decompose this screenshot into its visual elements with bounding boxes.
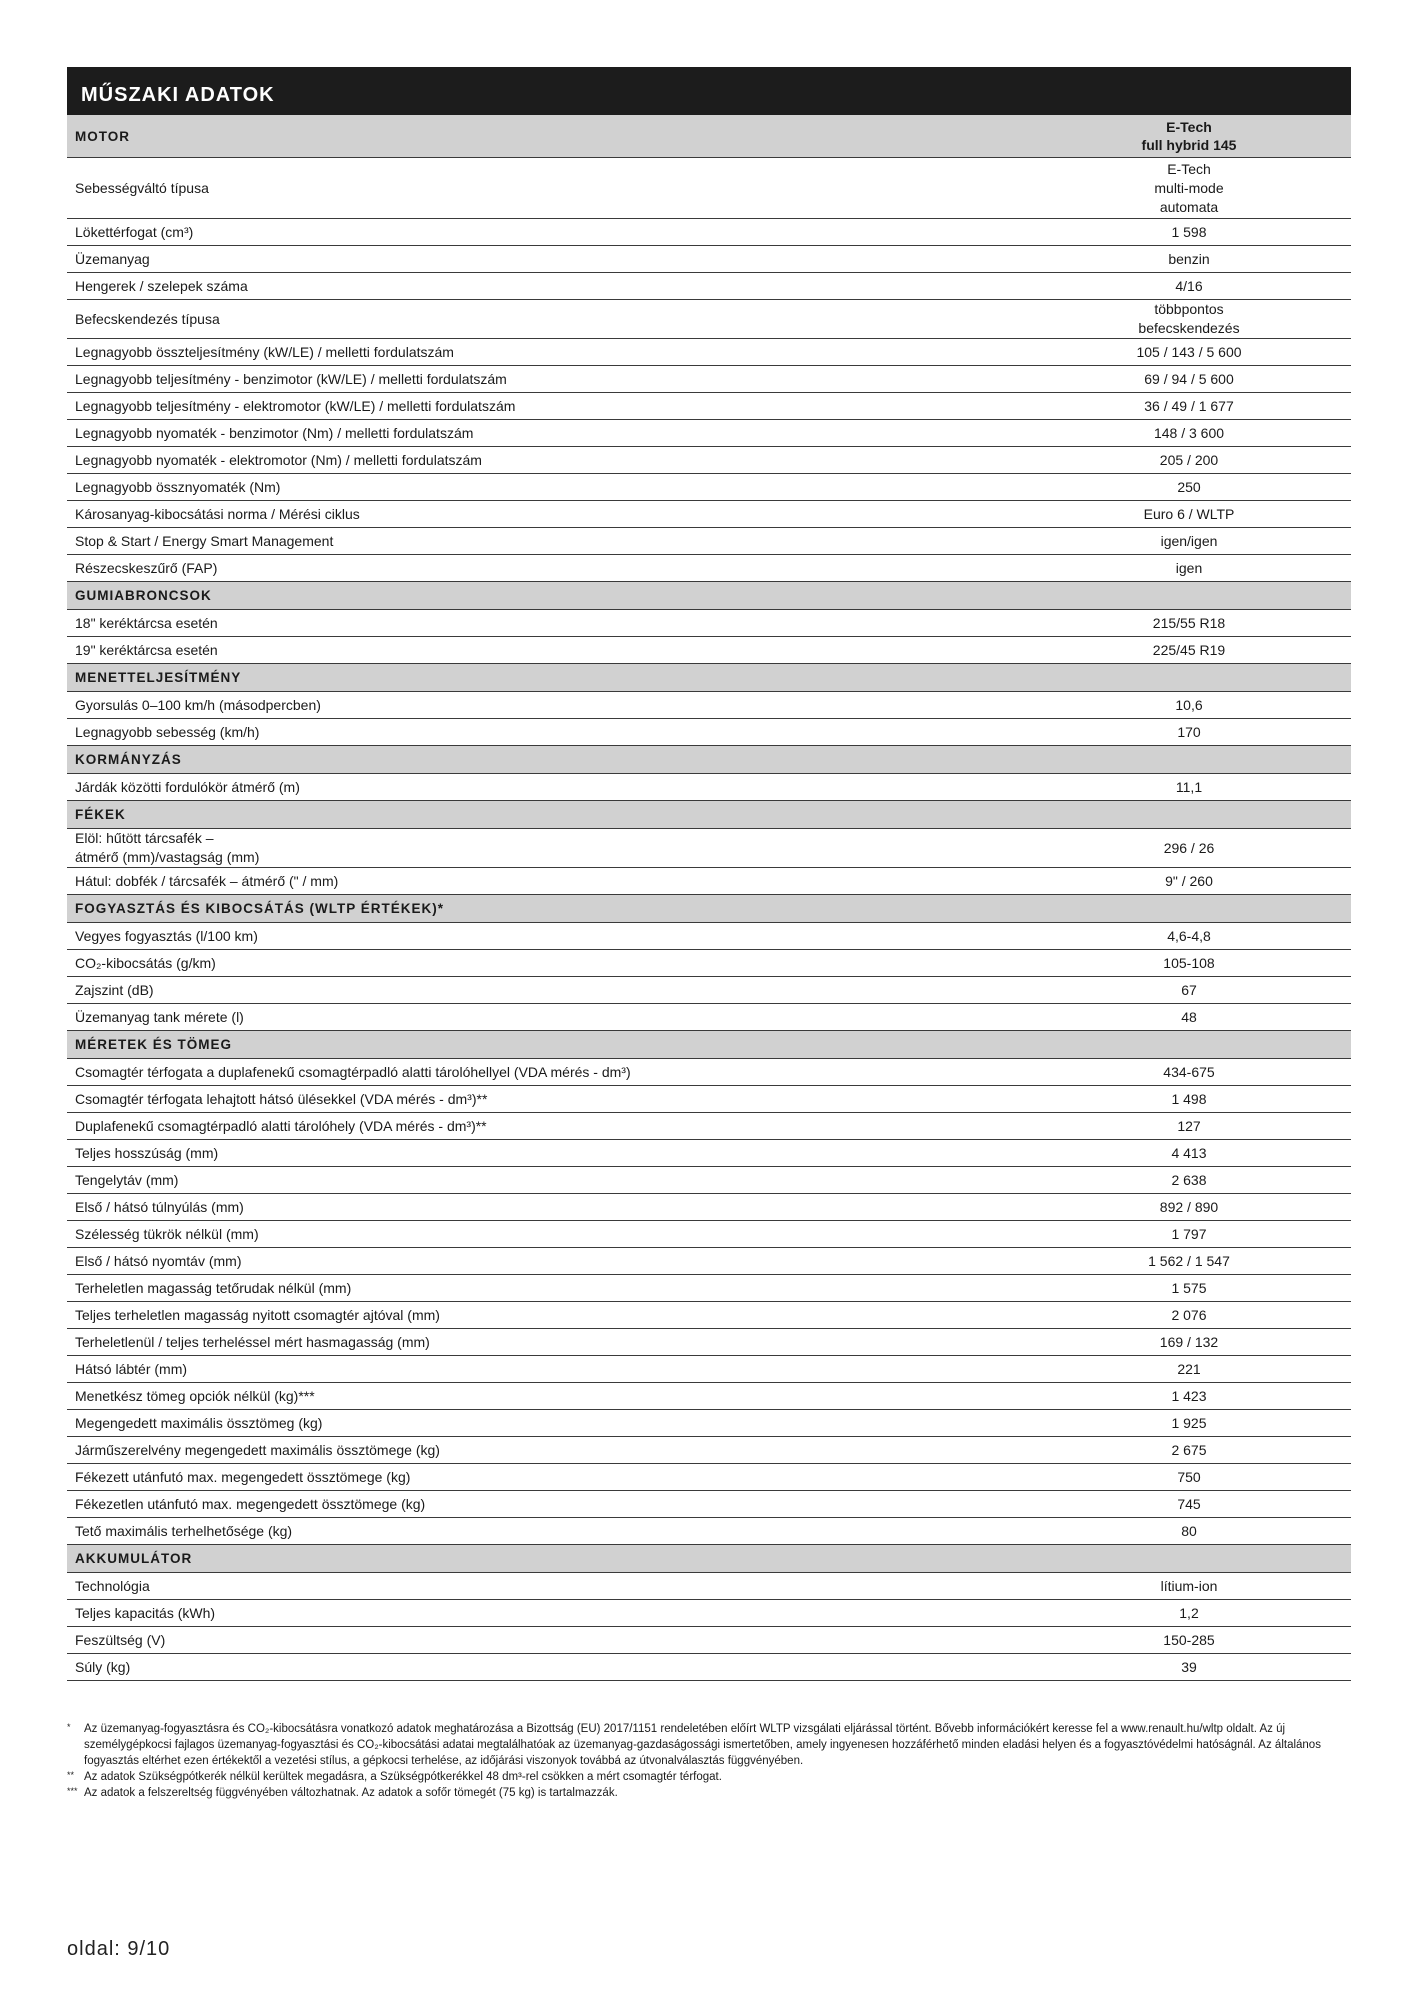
section-header-value <box>1027 746 1351 774</box>
spec-table-body <box>67 115 1351 1681</box>
row-label: Teljes hosszúság (mm) <box>67 1140 1027 1167</box>
table-row <box>67 474 1351 501</box>
table-row <box>67 1573 1351 1600</box>
table-row <box>67 1140 1351 1167</box>
table-row <box>67 1221 1351 1248</box>
row-label: Hátul: dobfék / tárcsafék – átmérő (" / mm) <box>67 868 1027 895</box>
row-label: Stop & Start / Energy Smart Management <box>67 528 1027 555</box>
footnote-text: Az üzemanyag-fogyasztásra és CO₂-kibocsátásra vonatkozó adatok meghatározása a Bizottság (EU) 2017/1151 rendeletében előírt WLTP vizsgálati eljárással történt. Bővebb információkért keresse fel a www.renault.hu/wltp oldalt. Az új személygépkocsi fajlagos üzemanyag-fogyasztási és CO₂-kibocsátási adatai megtalálhatóak az üzemanyag-gazdaságossági ismertetőben, amely ingyenesen hozzáférhető minden eladási helyen és a fogyasztóvédelmi hatóságnál. Az általános fogyasztás eltérhet ezen értékektől a vezetési stílus, a gépkocsi terhelése, az időjárási viszonyok továbbá az útvonalválasztás függvényében. <box>84 1723 1321 1767</box>
row-value: 1 598 <box>1027 219 1351 246</box>
row-value: Euro 6 / WLTP <box>1027 501 1351 528</box>
row-label: Technológia <box>67 1573 1027 1600</box>
row-label: Teljes terheletlen magasság nyitott csomagtér ajtóval (mm) <box>67 1302 1027 1329</box>
table-row <box>67 774 1351 801</box>
table-row <box>67 1275 1351 1302</box>
row-value: 750 <box>1027 1464 1351 1491</box>
row-value: 205 / 200 <box>1027 447 1351 474</box>
table-row <box>67 1383 1351 1410</box>
table-row <box>67 420 1351 447</box>
row-label: Legnagyobb nyomaték - benzimotor (Nm) / melletti fordulatszám <box>67 420 1027 447</box>
row-label: Üzemanyag <box>67 246 1027 273</box>
row-label: Sebességváltó típusa <box>67 158 1027 219</box>
section-header-value <box>1027 582 1351 610</box>
section-title: AKKUMULÁTOR <box>67 1545 1027 1573</box>
table-row <box>67 555 1351 582</box>
row-label: Csomagtér térfogata a duplafenekű csomagtérpadló alatti tárolóhellyel (VDA mérés - dm³) <box>67 1059 1027 1086</box>
section-title: GUMIABRONCSOK <box>67 582 1027 610</box>
row-label: Legnagyobb össznyomaték (Nm) <box>67 474 1027 501</box>
footnote <box>67 1785 1351 1801</box>
section-header-value <box>1027 664 1351 692</box>
row-value: benzin <box>1027 246 1351 273</box>
row-value: 1 562 / 1 547 <box>1027 1248 1351 1275</box>
row-value: 296 / 26 <box>1027 829 1351 868</box>
table-row <box>67 1437 1351 1464</box>
row-label: Terheletlenül / teljes terheléssel mért hasmagasság (mm) <box>67 1329 1027 1356</box>
row-value: 48 <box>1027 1004 1351 1031</box>
table-row <box>67 1627 1351 1654</box>
row-value: 1 925 <box>1027 1410 1351 1437</box>
row-value: 4,6-4,8 <box>1027 923 1351 950</box>
row-value: 1 498 <box>1027 1086 1351 1113</box>
table-row <box>67 219 1351 246</box>
table-row <box>67 692 1351 719</box>
row-value: 221 <box>1027 1356 1351 1383</box>
row-label: Tető maximális terhelhetősége (kg) <box>67 1518 1027 1545</box>
row-value: 10,6 <box>1027 692 1351 719</box>
row-value: 434-675 <box>1027 1059 1351 1086</box>
table-row <box>67 1600 1351 1627</box>
row-label: Feszültség (V) <box>67 1627 1027 1654</box>
table-row <box>67 610 1351 637</box>
row-value: 4 413 <box>1027 1140 1351 1167</box>
row-value: 148 / 3 600 <box>1027 420 1351 447</box>
row-value: 1 423 <box>1027 1383 1351 1410</box>
row-value: 2 076 <box>1027 1302 1351 1329</box>
row-label: Megengedett maximális össztömeg (kg) <box>67 1410 1027 1437</box>
row-value: 2 675 <box>1027 1437 1351 1464</box>
section-header <box>67 746 1351 774</box>
section-header <box>67 801 1351 829</box>
table-row <box>67 339 1351 366</box>
row-value: 39 <box>1027 1654 1351 1681</box>
section-header-value <box>1027 895 1351 923</box>
table-row <box>67 977 1351 1004</box>
row-label: Szélesség tükrök nélkül (mm) <box>67 1221 1027 1248</box>
section-header <box>67 582 1351 610</box>
row-label: Befecskendezés típusa <box>67 300 1027 339</box>
row-value: 250 <box>1027 474 1351 501</box>
table-row <box>67 1654 1351 1681</box>
section-title: FÉKEK <box>67 801 1027 829</box>
row-value: 80 <box>1027 1518 1351 1545</box>
row-label: Károsanyag-kibocsátási norma / Mérési ciklus <box>67 501 1027 528</box>
row-value: 745 <box>1027 1491 1351 1518</box>
table-row <box>67 637 1351 664</box>
table-row <box>67 868 1351 895</box>
footnote-mark: *** <box>67 1786 78 1796</box>
footnote-mark: * <box>67 1722 71 1732</box>
footnotes <box>67 1721 1351 1801</box>
row-label: Duplafenekű csomagtérpadló alatti tárolóhely (VDA mérés - dm³)** <box>67 1113 1027 1140</box>
row-label: Legnagyobb sebesség (km/h) <box>67 719 1027 746</box>
row-label: Első / hátsó túlnyúlás (mm) <box>67 1194 1027 1221</box>
row-value: 215/55 R18 <box>1027 610 1351 637</box>
table-row <box>67 950 1351 977</box>
row-label: Legnagyobb teljesítmény - benzimotor (kW/LE) / melletti fordulatszám <box>67 366 1027 393</box>
row-label: Hengerek / szelepek száma <box>67 273 1027 300</box>
row-label: 19" keréktárcsa esetén <box>67 637 1027 664</box>
table-row <box>67 1491 1351 1518</box>
row-label: Súly (kg) <box>67 1654 1027 1681</box>
table-row <box>67 246 1351 273</box>
row-label: Első / hátsó nyomtáv (mm) <box>67 1248 1027 1275</box>
table-row <box>67 1248 1351 1275</box>
row-label: Üzemanyag tank mérete (l) <box>67 1004 1027 1031</box>
table-row <box>67 393 1351 420</box>
row-value: 67 <box>1027 977 1351 1004</box>
row-label: Járdák közötti fordulókör átmérő (m) <box>67 774 1027 801</box>
row-value: 892 / 890 <box>1027 1194 1351 1221</box>
section-title: FOGYASZTÁS ÉS KIBOCSÁTÁS (WLTP ÉRTÉKEK)* <box>67 895 1027 923</box>
row-value: 69 / 94 / 5 600 <box>1027 366 1351 393</box>
section-header-value <box>1027 1545 1351 1573</box>
row-label: Járműszerelvény megengedett maximális össztömege (kg) <box>67 1437 1027 1464</box>
section-header <box>67 115 1351 158</box>
row-label: Terheletlen magasság tetőrudak nélkül (mm) <box>67 1275 1027 1302</box>
table-row <box>67 1356 1351 1383</box>
table-row <box>67 1167 1351 1194</box>
section-title: MENETTELJESÍTMÉNY <box>67 664 1027 692</box>
row-label: Legnagyobb nyomaték - elektromotor (Nm) / melletti fordulatszám <box>67 447 1027 474</box>
row-label: Legnagyobb összteljesítmény (kW/LE) / melletti fordulatszám <box>67 339 1027 366</box>
footnote <box>67 1769 1351 1785</box>
row-label: Részecskeszűrő (FAP) <box>67 555 1027 582</box>
row-value: lítium-ion <box>1027 1573 1351 1600</box>
section-header <box>67 1031 1351 1059</box>
row-label: Zajszint (dB) <box>67 977 1027 1004</box>
table-row <box>67 1194 1351 1221</box>
row-value: igen/igen <box>1027 528 1351 555</box>
table-row <box>67 1086 1351 1113</box>
row-label: Vegyes fogyasztás (l/100 km) <box>67 923 1027 950</box>
table-row <box>67 528 1351 555</box>
footnote-text: Az adatok Szükségpótkerék nélkül kerültek megadásra, a Szükségpótkerékkel 48 dm³-rel csökken a mért csomagtér térfogat. <box>84 1771 722 1783</box>
row-label: Hátsó lábtér (mm) <box>67 1356 1027 1383</box>
spec-table <box>67 115 1351 1681</box>
row-label: Menetkész tömeg opciók nélkül (kg)*** <box>67 1383 1027 1410</box>
table-row <box>67 501 1351 528</box>
section-title: MOTOR <box>67 115 1027 158</box>
page-number: oldal: 9/10 <box>67 1938 171 1960</box>
row-label: Lökettérfogat (cm³) <box>67 219 1027 246</box>
row-label: Csomagtér térfogata lehajtott hátsó ülésekkel (VDA mérés - dm³)** <box>67 1086 1027 1113</box>
table-row <box>67 1113 1351 1140</box>
row-label: Fékezett utánfutó max. megengedett össztömege (kg) <box>67 1464 1027 1491</box>
row-value: 4/16 <box>1027 273 1351 300</box>
row-value: 150-285 <box>1027 1627 1351 1654</box>
section-header-value <box>1027 1031 1351 1059</box>
row-label: Elöl: hűtött tárcsafék – átmérő (mm)/vastagság (mm) <box>67 829 1027 868</box>
section-header-value <box>1027 801 1351 829</box>
row-label: CO₂-kibocsátás (g/km) <box>67 950 1027 977</box>
section-header <box>67 664 1351 692</box>
table-row <box>67 273 1351 300</box>
footnote-text: Az adatok a felszereltség függvényében változhatnak. Az adatok a sofőr tömegét (75 kg) is tartalmazzák. <box>84 1787 618 1799</box>
row-value: 127 <box>1027 1113 1351 1140</box>
section-header <box>67 895 1351 923</box>
row-value: 1 797 <box>1027 1221 1351 1248</box>
row-value: 170 <box>1027 719 1351 746</box>
row-value: 225/45 R19 <box>1027 637 1351 664</box>
table-row <box>67 158 1351 219</box>
row-label: 18" keréktárcsa esetén <box>67 610 1027 637</box>
row-value: E-Tech multi-mode automata <box>1027 158 1351 219</box>
row-value: többpontos befecskendezés <box>1027 300 1351 339</box>
row-value: 105-108 <box>1027 950 1351 977</box>
row-label: Fékezetlen utánfutó max. megengedett össztömege (kg) <box>67 1491 1027 1518</box>
row-value: 105 / 143 / 5 600 <box>1027 339 1351 366</box>
section-title: MÉRETEK ÉS TÖMEG <box>67 1031 1027 1059</box>
footnote-mark: ** <box>67 1770 75 1780</box>
page-title: MŰSZAKI ADATOK <box>67 67 1351 115</box>
row-value: 169 / 132 <box>1027 1329 1351 1356</box>
table-row <box>67 1410 1351 1437</box>
table-row <box>67 1518 1351 1545</box>
table-row <box>67 447 1351 474</box>
row-value: 1 575 <box>1027 1275 1351 1302</box>
row-label: Gyorsulás 0–100 km/h (másodpercben) <box>67 692 1027 719</box>
section-header <box>67 1545 1351 1573</box>
row-value: 2 638 <box>1027 1167 1351 1194</box>
table-row <box>67 1329 1351 1356</box>
section-title: KORMÁNYZÁS <box>67 746 1027 774</box>
row-value: 36 / 49 / 1 677 <box>1027 393 1351 420</box>
table-row <box>67 1004 1351 1031</box>
table-row <box>67 1302 1351 1329</box>
row-value: 9" / 260 <box>1027 868 1351 895</box>
table-row <box>67 923 1351 950</box>
table-row <box>67 829 1351 868</box>
row-value: 11,1 <box>1027 774 1351 801</box>
row-value: igen <box>1027 555 1351 582</box>
footnote <box>67 1721 1351 1769</box>
table-row <box>67 1464 1351 1491</box>
table-row <box>67 1059 1351 1086</box>
table-row <box>67 300 1351 339</box>
row-label: Tengelytáv (mm) <box>67 1167 1027 1194</box>
table-row <box>67 366 1351 393</box>
table-row <box>67 719 1351 746</box>
section-header-value: E-Tech full hybrid 145 <box>1027 115 1351 158</box>
row-label: Legnagyobb teljesítmény - elektromotor (kW/LE) / melletti fordulatszám <box>67 393 1027 420</box>
row-label: Teljes kapacitás (kWh) <box>67 1600 1027 1627</box>
row-value: 1,2 <box>1027 1600 1351 1627</box>
